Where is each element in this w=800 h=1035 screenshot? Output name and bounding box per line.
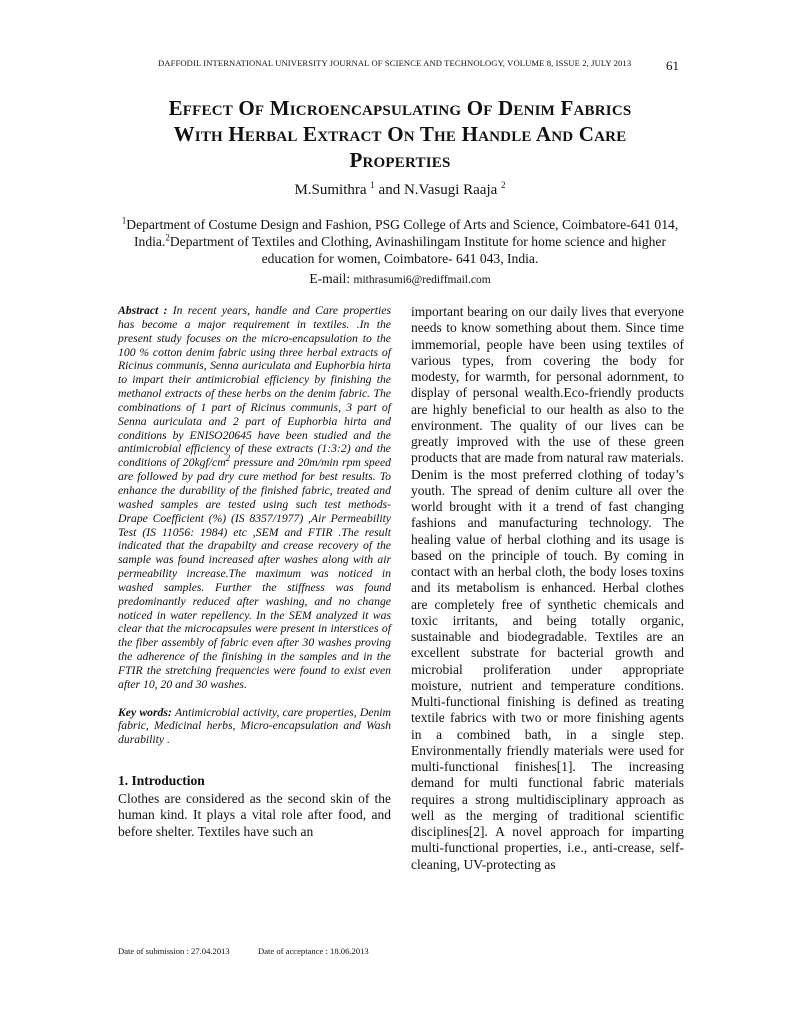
body-paragraph: Denim is the most preferred clothing of today’s youth. The spread of denim culture all over the world brought with it a trend of fast changing fashions and manufacturing technology. The healing value of herbal clothing and its usage is based on the principle of touch. By coming in contact with an herbal cloth, the body loses toxins and its metabolism is enhanced. Herbal clothes are completely free of synthetic chemicals and toxic irritants, and being totally organic, sustainable and biodegradable. Textiles are an excellent substrate for bacterial growth and microbial proliferation under appropriate moisture, nutrient and temperature conditions. Multi-functional finishing is defined as treating textile fabrics with two or more finishing agents in a combined bath, in a single step. Environmentally friendly materials were used for multi-functional finishes[1]. The increasing demand for multi functional fabric materials requires a strong multidisciplinary approach as well as the merging of traditional scientific disciplines[2]. A novel approach for imparting multi-functional properties, i.e., anti-crease, self-cleaning, UV-protecting as	[411, 466, 684, 872]
abstract-label: Abstract :	[118, 304, 173, 317]
running-header: DAFFODIL INTERNATIONAL UNIVERSITY JOURNAL OF SCIENCE AND TECHNOLOGY, VOLUME 8, ISSUE 2, JULY 2013	[158, 58, 632, 68]
right-column	[411, 304, 684, 873]
title-line: Properties	[349, 148, 451, 172]
author-affiliation-mark: 1	[370, 180, 375, 190]
keywords-label: Key words:	[118, 705, 176, 719]
affiliation-mark: 1	[121, 215, 127, 226]
body-paragraph: Clothes are considered as the second skin of the human kind. It plays a vital role after food, and before shelter. Textiles have such an	[118, 791, 391, 839]
email-label: E-mail:	[309, 271, 354, 286]
abstract-text: pressure and 20m/min rpm speed are followed by pad dry cure method for best results. To enhance the durability of the finished fabric, treated and washed samples are tested using such test methods- Drape Coefficient (%) (IS 8357/1977) ,Air Permeability Test (IS 11056: 1984) etc ,SEM and FTIR .The result indicated that the drapabilty and crease recovery of the sample was found increased after washes along with air permeability increase.The maximum was noticed in washed samples. Further the stiffness was found predominantly reduced after washing, and no change noticed in water repellency. In the SEM analyzed it was clear that the microcapsules were present in interstices of the fiber assembly of fabric even after 30 washes proving the adherence of the finishing in the samples and in the FTIR the stretching frequencies were found to exist even after 10, 20 and 30 washes.	[118, 456, 391, 691]
author-list	[60, 182, 740, 199]
author-separator: and	[374, 182, 404, 198]
abstract-text: In recent years, handle and Care properties has become a major requirement in textiles. .In the present study focuses on the micro-encapsulation to the 100 % cotton denim fabric using three herbal extracts of Ricinus communis, Senna auriculata and Euphorbia hirta to impart their antimicrobial efficiency by finishing the methanol extracts of these herbs on the denim fabric. The combinations of 1 part of Ricinus communis, 3 part of Senna auriculata and 2 part of Euphorbia hirta and conditions by ENISO20645 have been studied and the antimicrobial efficiency of these extracts (1:3:2) and the conditions of 20kgf/cm	[118, 304, 392, 470]
left-column	[118, 304, 391, 840]
title-line: Effect Of Microencapsulating Of Denim Fabrics	[168, 96, 632, 120]
author-name: M.Sumithra	[294, 182, 367, 198]
submission-date: Date of submission : 27.04.2013	[118, 946, 230, 956]
author-affiliation-mark: 2	[501, 180, 506, 190]
email-address: mithrasumi6@rediffmail.com	[353, 274, 491, 286]
section-heading: 1. Introduction	[118, 773, 205, 789]
abstract	[118, 304, 391, 692]
body-paragraph: important bearing on our daily lives that everyone needs to know something about them. Since time immemorial, people have been using textiles of various types, from covering the body for modesty, for warmth, for personal adornment, to display of personal wealth.Eco-friendly products are highly beneficial to our health as also to the environment. The quality of our lives can be greatly improved with the use of these green products that are made from natural raw materials.	[411, 304, 684, 466]
contact-email	[60, 271, 740, 287]
affiliation-mark: 2	[165, 232, 170, 243]
paper-title	[60, 95, 740, 173]
keywords-text: Antimicrobial activity, care properties, Denim fabric, Medicinal herbs, Micro-encapsulation and Wash durability .	[118, 705, 391, 747]
affiliation-text: Department of Textiles and Clothing, Avinashilingam Institute for home science and higher education for women, Coimbatore- 641 043, India.	[169, 234, 666, 266]
keywords	[118, 706, 391, 748]
affiliation-text: Department of Costume Design and Fashion, PSG College of Arts and Science, Coimbatore-641 014, India.	[126, 217, 679, 249]
author-name: N.Vasugi Raaja	[403, 182, 498, 198]
superscript: 2	[225, 453, 231, 464]
title-line: With Herbal Extract On The Handle And Care	[173, 122, 627, 146]
affiliations	[108, 216, 692, 267]
acceptance-date: Date of acceptance : 18.06.2013	[258, 946, 369, 956]
page-number: 61	[666, 58, 679, 73]
